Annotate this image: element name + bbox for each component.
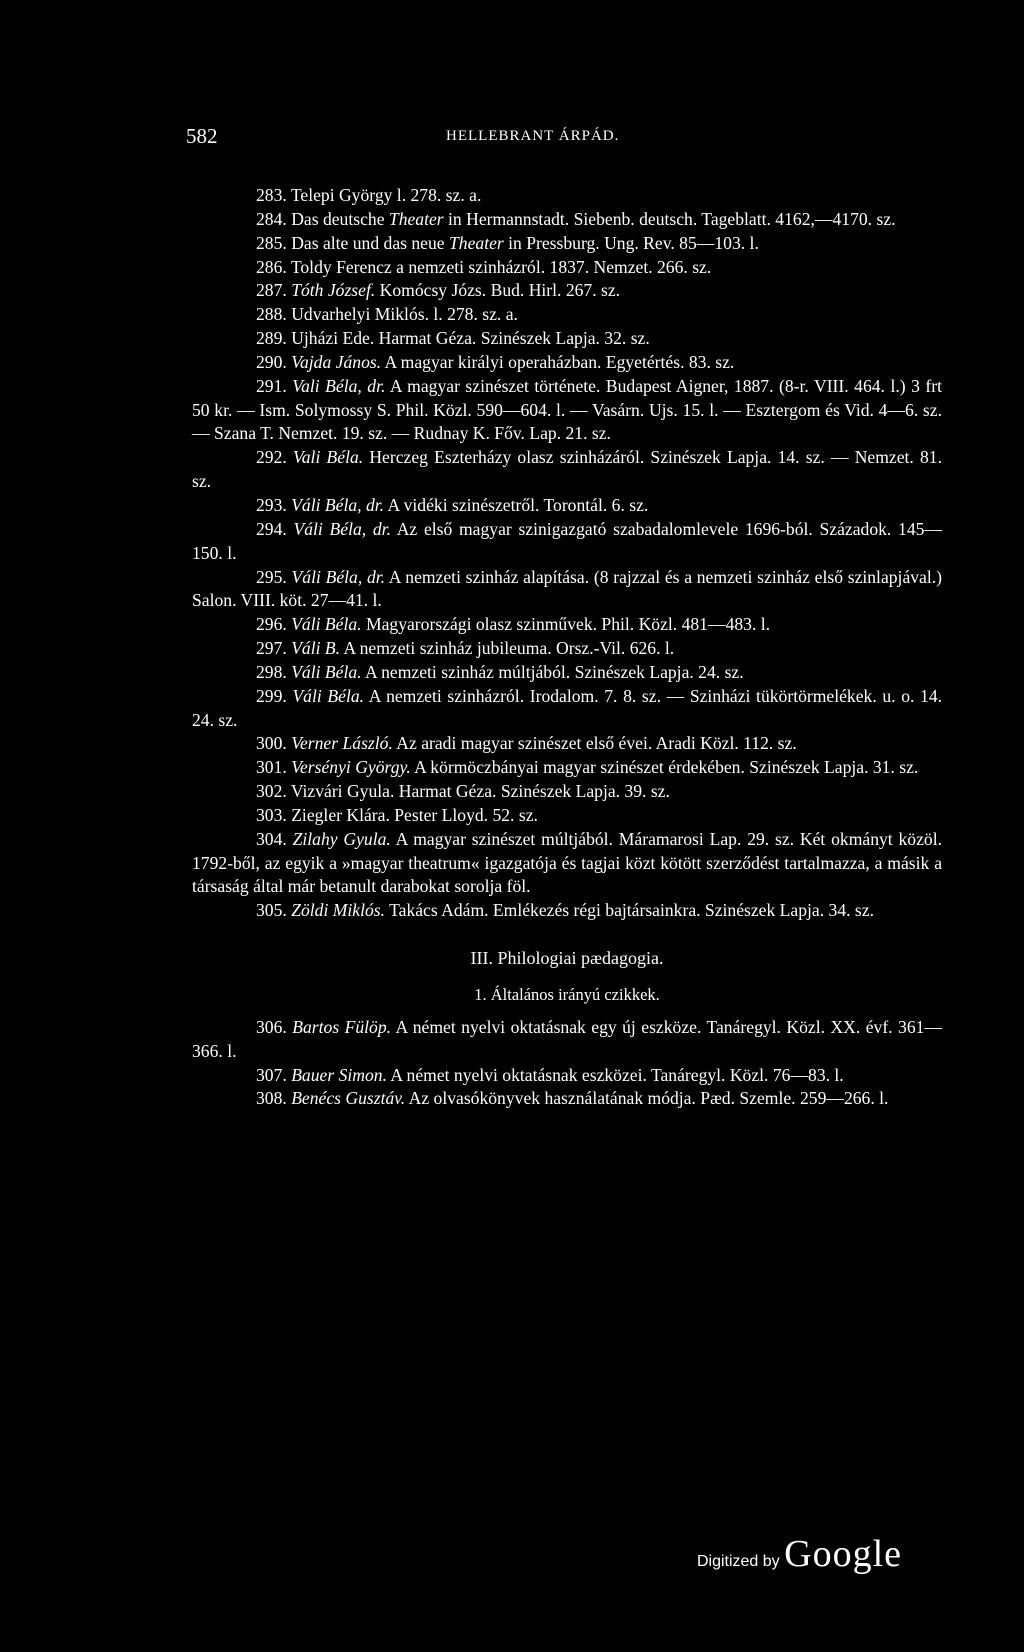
bibliography-entry: 299. Váli Béla. A nemzeti szinházról. Irodalom. 7. 8. sz. — Szinházi tükörtörmelékek. u. o. 14. 24. sz. <box>192 685 943 730</box>
bibliography-entry: 303. Ziegler Klára. Pester Lloyd. 52. sz. <box>256 804 538 825</box>
bibliography-entry: 308. Benécs Gusztáv. Az olvasókönyvek használatának módja. Pæd. Szemle. 259—266. l. <box>256 1088 889 1109</box>
entry-list-theatre <box>192 184 942 923</box>
bibliography-entry: 284. Das deutsche Theater in Hermannstadt. Siebenb. deutsch. Tageblatt. 4162,—4170. sz. <box>256 208 896 229</box>
bibliography-entry: 287. Tóth József. Komócsy Józs. Bud. Hirl. 267. sz. <box>256 280 621 301</box>
entry-list-philology <box>192 1016 942 1111</box>
bibliography-entry: 296. Váli Béla. Magyarországi olasz szinművek. Phil. Közl. 481—483. l. <box>256 614 771 635</box>
watermark-prefix: Digitized by <box>696 1553 780 1570</box>
bibliography-body <box>192 184 942 1111</box>
bibliography-entry: 289. Ujházi Ede. Harmat Géza. Szinészek Lapja. 32. sz. <box>256 328 650 349</box>
bibliography-entry: 306. Bartos Fülöp. A német nyelvi oktatásnak egy új eszköze. Tanáregyl. Közl. XX. évf. 361—366. l. <box>192 1016 943 1061</box>
bibliography-entry: 293. Váli Béla, dr. A vidéki szinészetről. Torontál. 6. sz. <box>256 494 649 515</box>
bibliography-entry: 291. Vali Béla, dr. A magyar szinészet története. Budapest Aigner, 1887. (8-r. VIII. 464. l.) 3 frt 50 kr. — Ism. Solymossy S. Phil. Közl. 590—604. l. — Vasárn. Ujs. 15. l. — Esztergom és Vid. 4—6. sz. — Szana T. Nemzet. 19. sz. — Rudnay K. Főv. Lap. 21. sz. <box>192 375 942 444</box>
google-logo: Google <box>784 1533 902 1575</box>
bibliography-entry: 283. Telepi György l. 278. sz. a. <box>256 185 482 205</box>
bibliography-entry: 307. Bauer Simon. A német nyelvi oktatásnak eszközei. Tanáregyl. Közl. 76—83. l. <box>256 1064 844 1085</box>
bibliography-entry: 302. Vizvári Gyula. Harmat Géza. Szinészek Lapja. 39. sz. <box>256 781 670 802</box>
google-watermark <box>697 1532 902 1576</box>
bibliography-entry: 300. Verner László. Az aradi magyar szinészet első évei. Aradi Közl. 112. sz. <box>256 733 797 754</box>
bibliography-entry: 304. Zilahy Gyula. A magyar szinészet múltjából. Máramarosi Lap. 29. sz. Két okmányt közöl. 1792-ből, az egyik a »magyar theatrum« igazgatója és tagjai közt kötött szerződést tartalmazza, a másik a társaság által már betanult darabokat sorolja föl. <box>192 828 942 897</box>
bibliography-entry: 288. Udvarhelyi Miklós. l. 278. sz. a. <box>256 304 518 325</box>
bibliography-entry: 298. Váli Béla. A nemzeti szinház múltjából. Szinészek Lapja. 24. sz. <box>256 661 744 682</box>
page-header <box>186 124 846 156</box>
bibliography-entry: 305. Zöldi Miklós. Takács Adám. Emlékezés régi bajtársainkra. Szinészek Lapja. 34. sz. <box>256 900 874 921</box>
bibliography-entry: 301. Versényi György. A körmöczbányai magyar szinészet érdekében. Szinészek Lapja. 31. sz. <box>256 757 919 778</box>
bibliography-entry: 290. Vajda János. A magyar királyi operaházban. Egyetértés. 83. sz. <box>256 351 735 372</box>
bibliography-entry: 294. Váli Béla, dr. Az első magyar szinigazgató szabadalomlevele 1696-ból. Századok. 145—150. l. <box>192 518 943 563</box>
bibliography-entry: 285. Das alte und das neue Theater in Pressburg. Ung. Rev. 85—103. l. <box>256 232 759 253</box>
running-head: HELLEBRANT ÁRPÁD. <box>446 128 620 144</box>
subsection-heading: 1. Általános irányú czikkek. <box>474 985 660 1004</box>
page-number: 582 <box>186 124 218 148</box>
section-heading: III. Philologiai pædagogia. <box>470 948 664 969</box>
bibliography-entry: 286. Toldy Ferencz a nemzeti szinházról. 1837. Nemzet. 266. sz. <box>256 256 712 277</box>
bibliography-entry: 292. Vali Béla. Herczeg Eszterházy olasz szinházáról. Szinészek Lapja. 14. sz. — Nemzet. 81. sz. <box>192 447 942 492</box>
bibliography-entry: 295. Váli Béla, dr. A nemzeti szinház alapítása. (8 rajzzal és a nemzeti szinház első szinlapjával.) Salon. VIII. köt. 27—41. l. <box>192 566 943 611</box>
bibliography-entry: 297. Váli B. A nemzeti szinház jubileuma. Orsz.-Vil. 626. l. <box>256 638 675 659</box>
